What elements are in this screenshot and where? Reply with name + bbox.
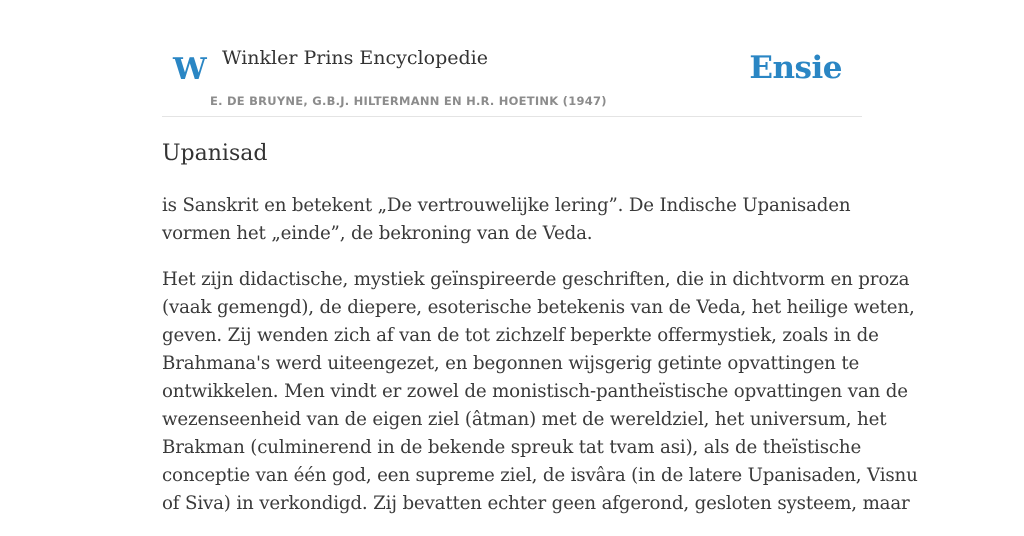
- text-line: ontwikkelen. Men vindt er zowel de monistisch-pantheïstische opvattingen van de: [162, 381, 908, 402]
- entry-body: [162, 192, 918, 536]
- text-line: wezenseenheid van de eigen ziel (âtman) met de wereldziel, het universum, het: [162, 409, 887, 430]
- text-line: geven. Zij wenden zich af van de tot zichzelf beperkte offermystiek, zoals in de: [162, 325, 879, 346]
- page-title: Upanisad: [162, 141, 268, 166]
- site-header: [162, 0, 862, 117]
- paragraph: [162, 192, 872, 248]
- site-title[interactable]: Winkler Prins Encyclopedie: [222, 47, 488, 69]
- source-authors: E. DE BRUYNE, G.B.J. HILTERMANN EN H.R. HOETINK (1947): [210, 94, 607, 108]
- text-line: is Sanskrit en betekent „De vertrouwelijke lering”. De Indische Upanisaden: [162, 195, 851, 216]
- text-line: of Siva) in verkondigd. Zij bevatten echter geen afgerond, gesloten systeem, maar: [162, 493, 910, 514]
- ensie-logo[interactable]: Ensie: [749, 50, 842, 86]
- text-line: Het zijn didactische, mystiek geïnspireerde geschriften, die in dichtvorm en proza: [162, 269, 910, 290]
- text-line: Brakman (culminerend in de bekende spreuk tat tvam asi), als de theïstische: [162, 437, 862, 458]
- text-line: conceptie van één god, een supreme ziel, de isvâra (in de latere Upanisaden, Visnu: [162, 465, 918, 486]
- text-line: Brahmana's werd uiteengezet, en begonnen wijsgerig getinte opvattingen te: [162, 353, 860, 374]
- winkler-prins-logo[interactable]: W: [173, 52, 207, 87]
- text-line: vormen het „einde”, de bekroning van de Veda.: [162, 223, 593, 244]
- paragraph: [162, 266, 918, 518]
- text-line: (vaak gemengd), de diepere, esoterische betekenis van de Veda, het heilige weten,: [162, 297, 915, 318]
